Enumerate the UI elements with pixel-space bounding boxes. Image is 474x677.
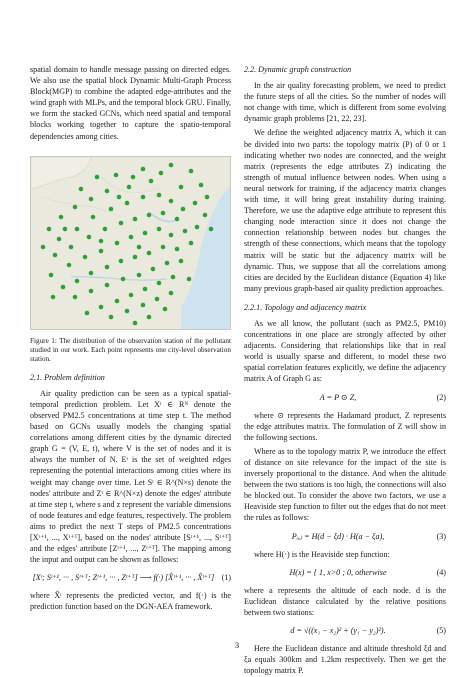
station-dot bbox=[159, 170, 164, 175]
left-column bbox=[30, 64, 231, 613]
station-dot bbox=[105, 264, 110, 269]
paragraph-6: where H(·) is the Heaviside step function: bbox=[254, 549, 390, 559]
equation-2-number: (2) bbox=[436, 392, 446, 402]
station-dot bbox=[114, 172, 119, 177]
station-dot bbox=[109, 314, 114, 319]
problem-paragraph: Air quality prediction can be seen as a typical spatial-temporal prediction problem. Let Xᵗ ∈ Rᴺ denote the observed PM2.5 concentrations at time step t. The method based on GCNs usually models the changing spatial correlations among different cities by the dynamic directed graph G = (V, E, t), where V is the set of nodes and it is always the number of N. Eᵗ is the set of weighted edges representing the potential interactions among cities where its weight may change over time. Let Sᵗ ∈ R^(N×s) denote the nodes' attribute and Zᵗ ∈ R^(N×z) denote the edges' attribute at time step t, where s and z represent the variable dimensions of node features and edge features, respectively. The problem aims to predict the next T steps of PM2.5 concentrations [Xᵗ⁺¹, ..., Xᵗ⁺ᵀ], based on the nodes' attribute [Sᵗ⁺¹, ..., Sᵗ⁺ᵀ] and the edges' attribute [Zᵗ⁺¹, ..., Zᵗ⁺ᵀ]. The mapping among the input and output can be shown as follows: bbox=[30, 388, 231, 565]
station-map bbox=[31, 157, 230, 329]
station-dot bbox=[129, 234, 134, 239]
page-number: 3 bbox=[234, 640, 240, 650]
station-dot bbox=[199, 182, 204, 187]
station-dot bbox=[141, 194, 146, 199]
station-dot bbox=[169, 290, 174, 295]
equation-1 bbox=[30, 572, 231, 583]
station-dot bbox=[149, 178, 154, 183]
station-dot bbox=[119, 220, 124, 225]
station-dot bbox=[175, 216, 180, 221]
station-dot bbox=[179, 258, 184, 263]
station-dot bbox=[151, 266, 156, 271]
station-dot bbox=[73, 294, 78, 299]
station-dot bbox=[137, 272, 142, 277]
station-dot bbox=[143, 286, 148, 291]
paragraph-1: In the air quality forecasting problem, we need to predict the future steps of all the cities. So the number of nodes will not change with time, which is different from some evolving dynamic graph problems [21, 22, 23]. bbox=[244, 81, 446, 124]
station-dot bbox=[105, 188, 110, 193]
equation-5-number: (5) bbox=[436, 626, 446, 636]
station-dot bbox=[41, 244, 46, 249]
station-dot bbox=[75, 278, 80, 283]
station-dot bbox=[161, 210, 166, 215]
paragraph-8: Here the Euclidean distance and altitude threshold ξd and ξa equals 300km and 1.2km respectively. Then we get the topology matrix P. bbox=[244, 644, 446, 676]
station-dot bbox=[147, 212, 152, 217]
paragraph-5: Where as to the topology matrix P, we introduce the effect of distance on site relevance for the impact of the site is inversely proportional to the distance. And when the altitude between the two stations is too high, the connections will also be blocked out. To consider the above two factors, we use a Heaviside step function to filter out the edges that do not meet the rules as follows: bbox=[244, 446, 446, 523]
station-dot bbox=[161, 244, 166, 249]
station-dot bbox=[133, 216, 138, 221]
equation-5 bbox=[244, 625, 446, 636]
station-dot bbox=[147, 314, 152, 319]
station-dot bbox=[193, 200, 198, 205]
station-dot bbox=[51, 294, 56, 299]
station-dot bbox=[137, 244, 142, 249]
station-dot bbox=[169, 198, 174, 203]
station-dot bbox=[109, 206, 114, 211]
station-dot bbox=[61, 284, 66, 289]
paragraph-3: As we all know, the pollutant (such as PM2.5, PM10) concentrations in one place are strongly affected by other adjacents. Considering that relationships like that in real world is usually sparse and different, to model these two spatial correlation features explicitly, we define the adjacency matrix A of Graph G as: bbox=[244, 318, 446, 384]
station-dot bbox=[75, 226, 80, 231]
station-dot bbox=[127, 184, 132, 189]
station-dot bbox=[157, 280, 162, 285]
after-equation-1: where X̂ᵗ represents the predicted vector, and f(·) is the prediction function based on the DGN-AEA framework. bbox=[30, 591, 231, 612]
station-dot bbox=[91, 214, 96, 219]
station-dot bbox=[95, 174, 100, 179]
station-dot bbox=[157, 226, 162, 231]
station-dot bbox=[163, 306, 168, 311]
station-dot bbox=[99, 304, 104, 309]
subsection-title-topology: 2.2.1. Topology and adjacency matrix bbox=[244, 302, 367, 312]
station-dot bbox=[189, 240, 194, 245]
station-dot bbox=[143, 230, 148, 235]
station-dot bbox=[89, 196, 94, 201]
station-dot bbox=[105, 282, 110, 287]
station-dot bbox=[133, 320, 138, 325]
station-dot bbox=[47, 226, 52, 231]
station-dot bbox=[69, 244, 74, 249]
station-dot bbox=[141, 302, 146, 307]
equation-5-expression: d = √((x₁ − x₂)² + (y₁ − y₂)²). bbox=[290, 626, 386, 636]
station-dot bbox=[155, 296, 160, 301]
equation-1-expression: [Xᵗ; Sᵗ⁺¹, ··· , Sᵗ⁺ᵀ; Zᵗ⁺¹, ··· , Zᵗ⁺ᵀ] ⟶ f(·) [X̂ᵗ⁺¹, ··· , X̂ᵗ⁺ᵀ] bbox=[32, 573, 215, 583]
station-dot bbox=[189, 168, 194, 173]
equation-3-number: (3) bbox=[436, 531, 446, 541]
station-dot bbox=[99, 238, 104, 243]
intro-paragraph: spatial domain to handle message passing on directed edges. We also use the spatial block Dynamic Multi-Graph Process Block(MGP) to combine the adapted edge-attributes and the wind graph with MLPs, and the temporal block GRU. Finally, we form the stacked GCNs, which need spatial and temporal blocks working together to capture the spatio-temporal dependencies among cities. bbox=[30, 65, 231, 141]
station-dot bbox=[67, 262, 72, 267]
station-dot bbox=[121, 276, 126, 281]
station-dot bbox=[83, 254, 88, 259]
station-dot bbox=[89, 288, 94, 293]
station-dot bbox=[175, 246, 180, 251]
station-dot bbox=[205, 194, 210, 199]
station-dot bbox=[181, 206, 186, 211]
station-dot bbox=[89, 270, 94, 275]
equation-2 bbox=[244, 392, 446, 403]
equation-4-expression: H(x) = { 1, x>0 ; 0, otherwise bbox=[289, 567, 387, 577]
paragraph-7: where a represents the altitude of each node. d is the Euclidean distance calculated by the relative positions between two stations: bbox=[244, 585, 446, 618]
station-dot bbox=[183, 228, 188, 233]
station-dot bbox=[53, 252, 58, 257]
station-dot bbox=[79, 186, 84, 191]
station-dot bbox=[179, 184, 184, 189]
station-dot bbox=[115, 240, 120, 245]
equation-3-expression: Pᵢ,ⱼ = H(d − ξd) · H(a − ξa), bbox=[291, 531, 385, 541]
section-title-dynamic-graph: 2.2. Dynamic graph construction bbox=[244, 65, 352, 74]
station-dot bbox=[125, 308, 130, 313]
station-dot bbox=[115, 298, 120, 303]
station-dot bbox=[171, 274, 176, 279]
station-dot bbox=[129, 292, 134, 297]
station-dot bbox=[117, 194, 122, 199]
equation-2-expression: A = P ⊙ Z, bbox=[319, 392, 357, 402]
station-dot bbox=[57, 236, 62, 241]
station-dot bbox=[99, 248, 104, 253]
station-map-figure bbox=[30, 156, 231, 330]
equation-1-number: (1) bbox=[221, 573, 231, 583]
figure-caption: Figure 1: The distribution of the observation station of the pollutant studied in our work. Each point represents one city-level observation station. bbox=[30, 336, 231, 363]
station-dot bbox=[195, 224, 200, 229]
paragraph-4: where ⊙ represents the Hadamard product, Z represents the edge attributes matrix. The formulation of Z will show in the following sections. bbox=[244, 410, 446, 442]
right-column bbox=[244, 64, 446, 677]
station-dot bbox=[147, 250, 152, 255]
station-dot bbox=[73, 204, 78, 209]
station-dot bbox=[209, 226, 214, 231]
paragraph-2: We define the weighted adjacency matrix A, which it can be divided into two parts: the topology matrix (P) of 0 or 1 indicating whether two nodes are connected, and the weight matrix (represents the edge attributes Z) indicating the strength of mutual influence between nodes. When using a neural network for training, if the adjacency matrix changes with time, it will bring great instability during training. Therefore, we use the adaptive edge attribute to represent this changing node interaction since it does not change the connection relationship between nodes but changes the strength of these connections, which means that the topology matrix will be static but the adjacency matrix will be dynamic. Thus, we suppose that all the correlations among cities are decided by the Euclidean distance (Equation 4) like many previous graph-based air quality prediction approaches. bbox=[244, 128, 446, 293]
station-dot bbox=[119, 258, 124, 263]
station-dot bbox=[165, 260, 170, 265]
station-dot bbox=[203, 212, 208, 217]
station-dot bbox=[63, 226, 68, 231]
station-dot bbox=[103, 226, 108, 231]
equation-3 bbox=[244, 531, 446, 542]
section-title-problem-definition: 2.1. Problem definition bbox=[30, 372, 105, 382]
station-dot bbox=[169, 232, 174, 237]
station-dot bbox=[59, 214, 64, 219]
station-dot bbox=[125, 200, 130, 205]
station-dot bbox=[141, 166, 146, 171]
station-dot bbox=[49, 272, 54, 277]
equation-4 bbox=[244, 567, 446, 578]
station-dot bbox=[187, 276, 192, 281]
station-dot bbox=[87, 234, 92, 239]
station-dot bbox=[85, 310, 90, 315]
station-dot bbox=[133, 254, 138, 259]
equation-4-number: (4) bbox=[436, 567, 446, 577]
station-dot bbox=[157, 192, 162, 197]
station-dot bbox=[169, 162, 174, 167]
station-dot bbox=[131, 174, 136, 179]
